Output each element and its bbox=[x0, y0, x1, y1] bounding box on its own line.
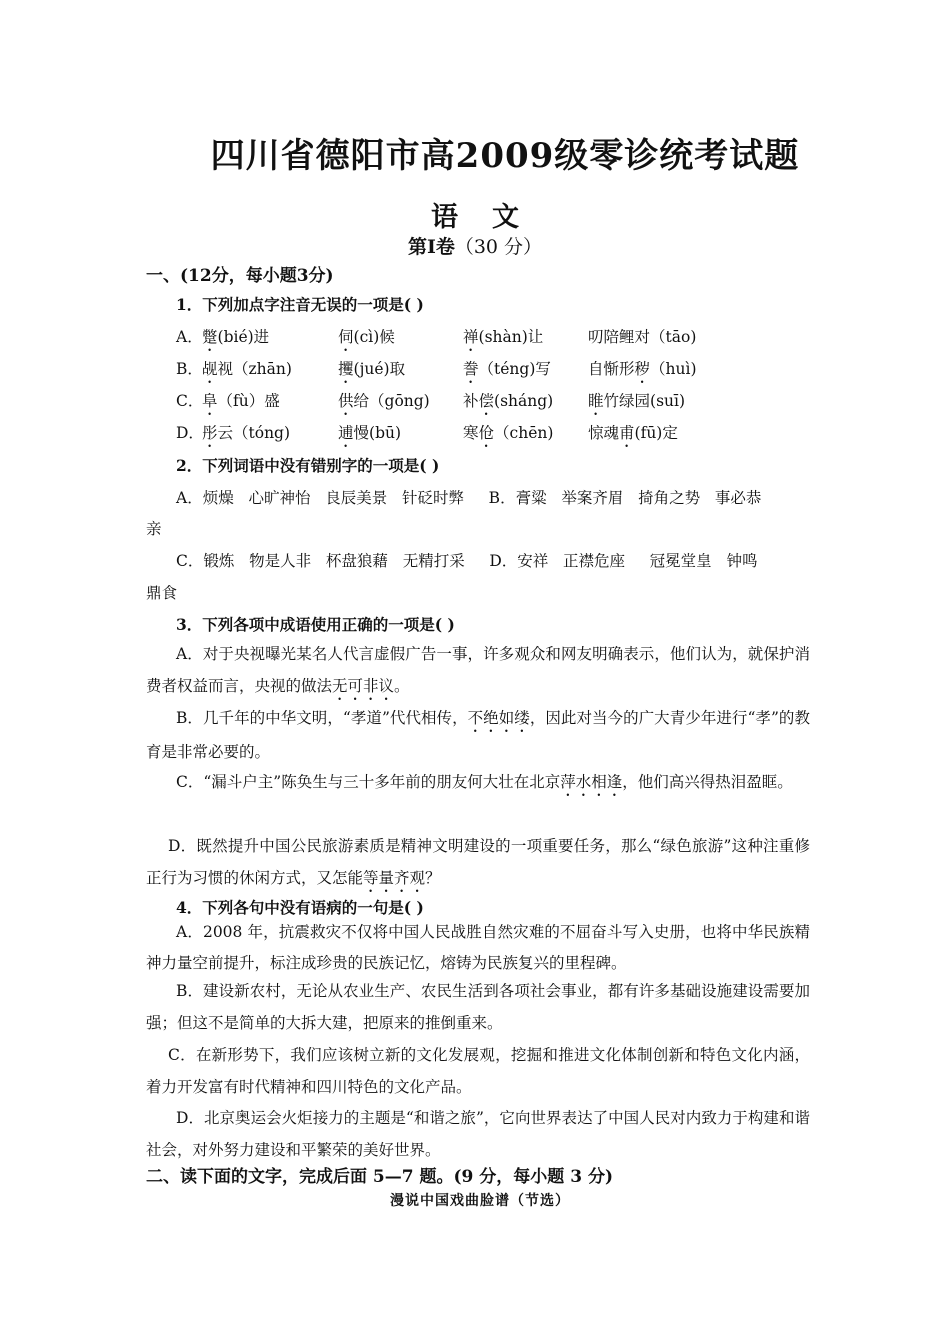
option-item: 攫(jué)取 bbox=[338, 360, 406, 378]
option-label: B． bbox=[176, 360, 203, 378]
option-item: 惊魂甫(fū)定 bbox=[588, 424, 678, 442]
option-item: 补偿(sháng) bbox=[463, 392, 554, 410]
question-2-stem: 2．下列词语中没有错别字的一项是( ) bbox=[176, 456, 440, 475]
option-item: 逋慢(bū) bbox=[338, 424, 402, 442]
subject-title: 语文 bbox=[431, 202, 553, 233]
option-item: 禅(shàn)让 bbox=[463, 328, 544, 346]
section-two-heading: 二、读下面的文字，完成后面 5—7 题。(9 分，每小题 3 分) bbox=[146, 1167, 613, 1187]
q2-options-line-1-wrap: 亲 bbox=[146, 520, 162, 538]
option-item: 誊（téng)写 bbox=[463, 360, 551, 378]
option-item: 睢竹绿园(suī) bbox=[588, 392, 686, 410]
option-item: 自惭形秽（huì) bbox=[588, 360, 697, 378]
q2-options-line-2: C．锻炼 物是人非 杯盘狼藉 无精打采 D．安祥 正襟危座 冠冕堂皇 钟鸣 bbox=[176, 552, 758, 570]
option-item: 伺(cì)候 bbox=[338, 328, 395, 346]
question-4-stem: 4．下列各句中没有语病的一句是( ) bbox=[176, 898, 424, 917]
q3-option-d: D．既然提升中国公民旅游素质是精神文明建设的一项重要任务，那么“绿色旅游”这种注重修正行为习惯的休闲方式，又怎能等量齐观？ bbox=[146, 837, 810, 887]
article-title: 漫说中国戏曲脸谱（节选） bbox=[390, 1193, 570, 1209]
option-item: 寒伧（chēn) bbox=[463, 424, 554, 442]
q4-option-c: C．在新形势下，我们应该树立新的文化发展观，挖掘和推进文化体制创新和特色文化内涵，着力开发富有时代精神和四川特色的文化产品。 bbox=[146, 1046, 810, 1096]
option-item: 供给（gōng) bbox=[338, 392, 430, 410]
q3-option-c: C．“漏斗户主”陈奂生与三十多年前的朋友何大壮在北京萍水相逢，他们高兴得热泪盈眶。 bbox=[176, 773, 793, 791]
q4-option-a: A．2008 年，抗震救灾不仅将中国人民战胜自然灾难的不屈奋斗写入史册，也将中华民族精神力量空前提升，标注成珍贵的民族记忆，熔铸为民族复兴的里程碑。 bbox=[146, 923, 810, 972]
q1-option-a bbox=[176, 325, 816, 347]
question-1-stem: 1．下列加点字注音无误的一项是( ) bbox=[176, 295, 424, 314]
q2-options-line-1: A．烦燥 心旷神怡 良辰美景 针砭时弊 B．膏粱 举案齐眉 掎角之势 事必恭 bbox=[176, 489, 762, 507]
volume-score: （30 分） bbox=[454, 236, 543, 258]
option-item: 彤云（tóng) bbox=[202, 424, 291, 442]
section-one-heading: 一、(12分，每小题3分) bbox=[146, 266, 334, 286]
q4-option-b: B．建设新农村，无论从农业生产、农民生活到各项社会事业，都有许多基础设施建设需要加强；但这不是简单的大拆大建，把原来的推倒重来。 bbox=[146, 982, 810, 1032]
volume-label: 第Ⅰ卷 bbox=[407, 236, 455, 258]
q4-option-d: D．北京奥运会火炬接力的主题是“和谐之旅”，它向世界表达了中国人民对内致力于构建和谐社会，对外努力建设和平繁荣的美好世界。 bbox=[146, 1109, 810, 1159]
q1-option-c bbox=[176, 389, 816, 411]
exam-title: 四川省德阳市高2009级零诊统考试题 bbox=[210, 136, 800, 176]
option-label: D． bbox=[176, 424, 204, 442]
option-item: 叨陪鲤对（tāo) bbox=[588, 328, 697, 346]
option-item: 蹩(bié)进 bbox=[202, 328, 270, 346]
question-3-stem: 3．下列各项中成语使用正确的一项是( ) bbox=[176, 615, 455, 634]
volume-heading bbox=[0, 232, 950, 259]
q1-option-b bbox=[176, 357, 816, 379]
option-label: C． bbox=[176, 392, 204, 410]
q3-option-b: B．几千年的中华文明，“孝道”代代相传，不绝如缕，因此对当今的广大青少年进行“孝”的教育是非常必要的。 bbox=[146, 709, 810, 761]
option-item: 阜（fù）盛 bbox=[202, 392, 280, 410]
q2-options-line-2-wrap: 鼎食 bbox=[146, 584, 178, 602]
option-item: 觇视（zhān) bbox=[202, 360, 292, 378]
q1-option-d bbox=[176, 421, 816, 443]
q3-option-a: A．对于央视曝光某名人代言虚假广告一事，许多观众和网友明确表示，他们认为，就保护消费者权益而言，央视的做法无可非议。 bbox=[146, 645, 810, 695]
option-label: A． bbox=[176, 328, 203, 346]
